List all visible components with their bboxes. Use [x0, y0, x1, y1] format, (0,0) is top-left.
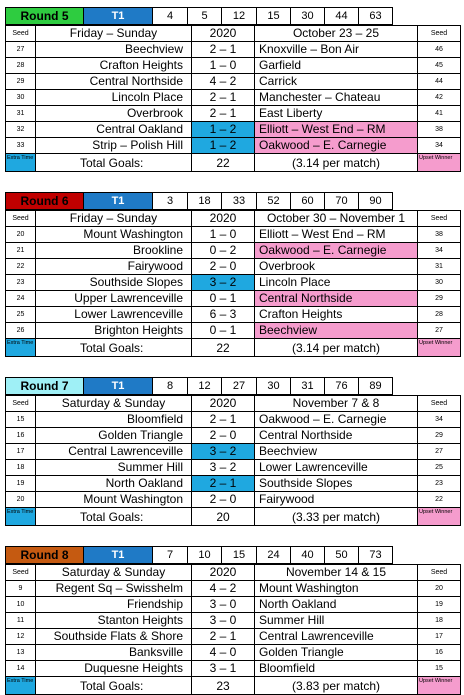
away-team: Oakwood – E. Carnegie: [255, 243, 418, 259]
match-score: 4 – 2: [192, 74, 255, 90]
away-team: Central Northside: [255, 428, 418, 444]
home-seed: 10: [6, 597, 36, 613]
away-team: Mount Washington: [255, 581, 418, 597]
days-label: Friday – Sunday: [36, 211, 192, 227]
match-row: [6, 74, 461, 90]
home-team: Lincoln Place: [36, 90, 192, 106]
away-team: Lincoln Place: [255, 275, 418, 291]
away-team: Carrick: [255, 74, 418, 90]
match-score: 1 – 0: [192, 227, 255, 243]
column-header-row: [6, 211, 461, 227]
header-number: 24: [257, 547, 291, 564]
match-row: [6, 227, 461, 243]
round-title: Round 6: [6, 193, 84, 210]
header-number: 31: [291, 378, 325, 395]
seed-header: Seed: [418, 396, 461, 412]
away-team: North Oakland: [255, 597, 418, 613]
away-seed: 31: [418, 259, 461, 275]
home-seed: 24: [6, 291, 36, 307]
extra-time-legend: Extra Time: [6, 677, 36, 695]
away-team: East Liberty: [255, 106, 418, 122]
round-block: [5, 7, 460, 172]
extra-time-legend: Extra Time: [6, 339, 36, 357]
home-seed: 15: [6, 412, 36, 428]
away-seed: 28: [418, 307, 461, 323]
home-seed: 11: [6, 613, 36, 629]
upset-winner-legend: Upset Winner: [418, 508, 461, 526]
per-match-value: (3.14 per match): [255, 154, 418, 172]
seed-header: Seed: [6, 565, 36, 581]
home-team: Mount Washington: [36, 227, 192, 243]
header-number: 18: [188, 193, 222, 210]
header-number: 3: [153, 193, 188, 210]
year-label: 2020: [192, 211, 255, 227]
away-team: Elliott – West End – RM: [255, 227, 418, 243]
match-score: 2 – 1: [192, 106, 255, 122]
home-seed: 17: [6, 444, 36, 460]
per-match-value: (3.33 per match): [255, 508, 418, 526]
away-team: Crafton Heights: [255, 307, 418, 323]
match-score: 3 – 2: [192, 460, 255, 476]
tier-label: T1: [84, 193, 153, 210]
home-seed: 27: [6, 42, 36, 58]
days-label: Friday – Sunday: [36, 26, 192, 42]
away-team: Knoxville – Bon Air: [255, 42, 418, 58]
tier-label: T1: [84, 547, 153, 564]
match-score: 0 – 2: [192, 243, 255, 259]
home-team: Summer Hill: [36, 460, 192, 476]
match-score: 2 – 1: [192, 90, 255, 106]
away-seed: 34: [418, 243, 461, 259]
away-seed: 23: [418, 476, 461, 492]
tier-label: T1: [84, 378, 153, 395]
home-seed: 9: [6, 581, 36, 597]
totals-row: [6, 154, 461, 172]
upset-winner-legend: Upset Winner: [418, 154, 461, 172]
home-seed: 13: [6, 645, 36, 661]
year-label: 2020: [192, 396, 255, 412]
home-team: Mount Washington: [36, 492, 192, 508]
home-seed: 12: [6, 629, 36, 645]
away-team: Lower Lawrenceville: [255, 460, 418, 476]
away-seed: 15: [418, 661, 461, 677]
round-block: [5, 377, 460, 526]
total-goals-value: 22: [192, 339, 255, 357]
away-seed: 34: [418, 138, 461, 154]
match-score: 3 – 2: [192, 444, 255, 460]
home-team: Regent Sq – Swisshelm: [36, 581, 192, 597]
match-score: 6 – 3: [192, 307, 255, 323]
match-row: [6, 275, 461, 291]
header-number: 12: [188, 378, 222, 395]
round-header: [5, 546, 461, 564]
home-team: Brighton Heights: [36, 323, 192, 339]
column-header-row: [6, 565, 461, 581]
totals-row: [6, 677, 461, 695]
away-seed: 25: [418, 460, 461, 476]
away-team: Summer Hill: [255, 613, 418, 629]
round-header: [5, 377, 461, 395]
home-seed: 20: [6, 227, 36, 243]
header-number: 5: [188, 8, 222, 25]
seed-header: Seed: [418, 211, 461, 227]
match-row: [6, 428, 461, 444]
away-seed: 41: [418, 106, 461, 122]
away-seed: 38: [418, 122, 461, 138]
dates-label: October 23 – 25: [255, 26, 418, 42]
header-number: 90: [359, 193, 393, 210]
totals-row: [6, 508, 461, 526]
match-score: 2 – 0: [192, 492, 255, 508]
away-seed: 42: [418, 90, 461, 106]
tier-label: T1: [84, 8, 153, 25]
match-score: 0 – 1: [192, 291, 255, 307]
home-team: Overbrook: [36, 106, 192, 122]
match-score: 3 – 0: [192, 597, 255, 613]
days-label: Saturday & Sunday: [36, 565, 192, 581]
header-number: 15: [222, 547, 257, 564]
home-team: Southside Flats & Shore: [36, 629, 192, 645]
match-score: 2 – 0: [192, 259, 255, 275]
round-header: [5, 192, 461, 210]
home-team: Lower Lawrenceville: [36, 307, 192, 323]
match-row: [6, 581, 461, 597]
round-title: Round 8: [6, 547, 84, 564]
header-number: 76: [325, 378, 359, 395]
away-seed: 46: [418, 42, 461, 58]
dates-label: November 14 & 15: [255, 565, 418, 581]
seed-header: Seed: [418, 565, 461, 581]
home-seed: 21: [6, 243, 36, 259]
header-number: 63: [359, 8, 393, 25]
match-row: [6, 106, 461, 122]
away-team: Fairywood: [255, 492, 418, 508]
home-seed: 31: [6, 106, 36, 122]
match-table: [5, 210, 461, 357]
away-team: Central Lawrenceville: [255, 629, 418, 645]
home-team: Golden Triangle: [36, 428, 192, 444]
away-team: Oakwood – E. Carnegie: [255, 412, 418, 428]
home-seed: 25: [6, 307, 36, 323]
match-table: [5, 395, 461, 526]
home-seed: 30: [6, 90, 36, 106]
header-number: 33: [222, 193, 257, 210]
match-score: 2 – 1: [192, 476, 255, 492]
match-score: 3 – 0: [192, 613, 255, 629]
match-row: [6, 58, 461, 74]
home-team: Central Lawrenceville: [36, 444, 192, 460]
home-seed: 29: [6, 74, 36, 90]
away-team: Elliott – West End – RM: [255, 122, 418, 138]
dates-label: October 30 – November 1: [255, 211, 418, 227]
seed-header: Seed: [6, 396, 36, 412]
total-goals-value: 20: [192, 508, 255, 526]
away-seed: 20: [418, 581, 461, 597]
away-seed: 18: [418, 613, 461, 629]
home-team: Bloomfield: [36, 412, 192, 428]
home-team: Duquesne Heights: [36, 661, 192, 677]
match-score: 2 – 1: [192, 629, 255, 645]
away-seed: 27: [418, 444, 461, 460]
away-seed: 29: [418, 428, 461, 444]
match-row: [6, 307, 461, 323]
home-team: Upper Lawrenceville: [36, 291, 192, 307]
match-row: [6, 476, 461, 492]
match-row: [6, 122, 461, 138]
match-row: [6, 259, 461, 275]
match-row: [6, 629, 461, 645]
dates-label: November 7 & 8: [255, 396, 418, 412]
match-row: [6, 90, 461, 106]
away-team: Manchester – Chateau: [255, 90, 418, 106]
home-team: Fairywood: [36, 259, 192, 275]
home-team: Southside Slopes: [36, 275, 192, 291]
seed-header: Seed: [6, 26, 36, 42]
column-header-row: [6, 26, 461, 42]
header-number: 8: [153, 378, 188, 395]
header-number: 73: [359, 547, 393, 564]
total-goals-label: Total Goals:: [36, 677, 192, 695]
total-goals-label: Total Goals:: [36, 508, 192, 526]
away-team: Beechview: [255, 444, 418, 460]
header-number: 7: [153, 547, 188, 564]
home-team: Banksville: [36, 645, 192, 661]
match-row: [6, 138, 461, 154]
home-team: Beechview: [36, 42, 192, 58]
year-label: 2020: [192, 26, 255, 42]
home-seed: 32: [6, 122, 36, 138]
round-header: [5, 7, 461, 25]
total-goals-label: Total Goals:: [36, 339, 192, 357]
away-team: Garfield: [255, 58, 418, 74]
column-header-row: [6, 396, 461, 412]
match-row: [6, 661, 461, 677]
header-number: 50: [325, 547, 359, 564]
totals-row: [6, 339, 461, 357]
away-team: Beechview: [255, 323, 418, 339]
match-row: [6, 444, 461, 460]
home-team: Brookline: [36, 243, 192, 259]
total-goals-value: 22: [192, 154, 255, 172]
home-team: Crafton Heights: [36, 58, 192, 74]
match-row: [6, 460, 461, 476]
match-row: [6, 323, 461, 339]
match-score: 3 – 2: [192, 275, 255, 291]
match-table: [5, 564, 461, 695]
away-team: Golden Triangle: [255, 645, 418, 661]
home-team: Stanton Heights: [36, 613, 192, 629]
home-seed: 26: [6, 323, 36, 339]
home-seed: 22: [6, 259, 36, 275]
match-row: [6, 243, 461, 259]
home-seed: 20: [6, 492, 36, 508]
header-number: 12: [222, 8, 257, 25]
home-seed: 23: [6, 275, 36, 291]
match-score: 2 – 0: [192, 428, 255, 444]
away-team: Bloomfield: [255, 661, 418, 677]
away-seed: 27: [418, 323, 461, 339]
header-number: 89: [359, 378, 393, 395]
round-block: [5, 546, 460, 695]
match-row: [6, 613, 461, 629]
match-score: 3 – 1: [192, 661, 255, 677]
match-score: 1 – 2: [192, 138, 255, 154]
match-score: 2 – 1: [192, 412, 255, 428]
match-row: [6, 492, 461, 508]
match-score: 4 – 0: [192, 645, 255, 661]
home-team: North Oakland: [36, 476, 192, 492]
round-title: Round 7: [6, 378, 84, 395]
home-seed: 18: [6, 460, 36, 476]
header-number: 44: [325, 8, 359, 25]
home-team: Strip – Polish Hill: [36, 138, 192, 154]
round-title: Round 5: [6, 8, 84, 25]
away-seed: 30: [418, 275, 461, 291]
match-score: 4 – 2: [192, 581, 255, 597]
header-number: 10: [188, 547, 222, 564]
extra-time-legend: Extra Time: [6, 508, 36, 526]
header-number: 40: [291, 547, 325, 564]
total-goals-value: 23: [192, 677, 255, 695]
header-number: 27: [222, 378, 257, 395]
seed-header: Seed: [6, 211, 36, 227]
total-goals-label: Total Goals:: [36, 154, 192, 172]
seed-header: Seed: [418, 26, 461, 42]
match-score: 1 – 2: [192, 122, 255, 138]
per-match-value: (3.14 per match): [255, 339, 418, 357]
away-seed: 22: [418, 492, 461, 508]
away-seed: 19: [418, 597, 461, 613]
match-score: 1 – 0: [192, 58, 255, 74]
header-number: 52: [257, 193, 291, 210]
home-seed: 33: [6, 138, 36, 154]
match-row: [6, 291, 461, 307]
match-row: [6, 412, 461, 428]
away-seed: 16: [418, 645, 461, 661]
home-team: Friendship: [36, 597, 192, 613]
home-seed: 16: [6, 428, 36, 444]
header-number: 30: [257, 378, 291, 395]
home-seed: 19: [6, 476, 36, 492]
per-match-value: (3.83 per match): [255, 677, 418, 695]
upset-winner-legend: Upset Winner: [418, 339, 461, 357]
away-seed: 44: [418, 74, 461, 90]
header-number: 15: [257, 8, 291, 25]
header-number: 30: [291, 8, 325, 25]
away-seed: 17: [418, 629, 461, 645]
match-table: [5, 25, 461, 172]
home-seed: 14: [6, 661, 36, 677]
match-score: 2 – 1: [192, 42, 255, 58]
extra-time-legend: Extra Time: [6, 154, 36, 172]
away-seed: 34: [418, 412, 461, 428]
header-number: 4: [153, 8, 188, 25]
round-block: [5, 192, 460, 357]
days-label: Saturday & Sunday: [36, 396, 192, 412]
year-label: 2020: [192, 565, 255, 581]
header-number: 70: [325, 193, 359, 210]
away-team: Central Northside: [255, 291, 418, 307]
match-row: [6, 42, 461, 58]
upset-winner-legend: Upset Winner: [418, 677, 461, 695]
away-seed: 45: [418, 58, 461, 74]
away-seed: 38: [418, 227, 461, 243]
home-seed: 28: [6, 58, 36, 74]
away-team: Southside Slopes: [255, 476, 418, 492]
match-row: [6, 645, 461, 661]
match-row: [6, 597, 461, 613]
header-number: 60: [291, 193, 325, 210]
home-team: Central Oakland: [36, 122, 192, 138]
match-score: 0 – 1: [192, 323, 255, 339]
away-team: Oakwood – E. Carnegie: [255, 138, 418, 154]
away-team: Overbrook: [255, 259, 418, 275]
home-team: Central Northside: [36, 74, 192, 90]
away-seed: 29: [418, 291, 461, 307]
